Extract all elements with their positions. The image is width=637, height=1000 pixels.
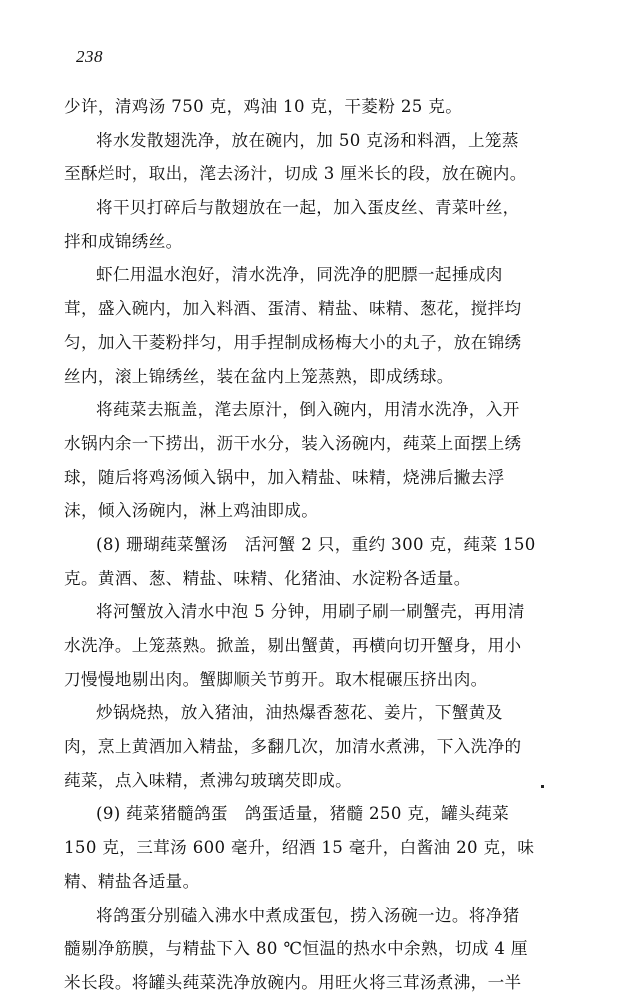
text-line: 沫，倾入汤碗内，淋上鸡油即成。 — [64, 501, 319, 521]
text-line: 球，随后将鸡汤倾入锅中，加入精盐、味精，烧沸后撇去浮 — [64, 467, 505, 487]
text-line: 将鸽蛋分别磕入沸水中煮成蛋包，捞入汤碗一边。将净猪 — [96, 905, 520, 925]
text-line: 匀，加入干菱粉拌匀，用手捏制成杨梅大小的丸子，放在锦绣 — [64, 332, 522, 352]
text-line: 米长段。将罐头莼菜洗净放碗内。用旺火将三茸汤煮沸，一半 — [64, 972, 522, 992]
body-text — [64, 90, 564, 1000]
text-line: 肉，烹上黄酒加入精盐，多翻几次，加清水煮沸，下入洗净的 — [64, 737, 522, 757]
text-line: (8) 珊瑚莼菜蟹汤 活河蟹 2 只，重约 300 克，莼菜 150 — [96, 534, 536, 554]
text-line: 拌和成锦绣丝。 — [64, 231, 183, 251]
text-line: 克。黄酒、葱、精盐、味精、化猪油、水淀粉各适量。 — [64, 568, 471, 588]
text-line: 莼菜，点入味精，煮沸勾玻璃芡即成。 — [64, 770, 353, 790]
text-line: 水锅内余一下捞出，沥干水分，装入汤碗内，莼菜上面摆上绣 — [64, 433, 522, 453]
text-line: 丝内，滚上锦绣丝，装在盆内上笼蒸熟，即成绣球。 — [64, 366, 454, 386]
text-line: 精、精盐各适量。 — [64, 871, 200, 891]
text-line: 水洗净。上笼蒸熟。掀盖，剔出蟹黄，再横向切开蟹身，用小 — [64, 636, 522, 655]
text-line: 茸，盛入碗内，加入料酒、蛋清、精盐、味精、葱花，搅拌均 — [64, 299, 522, 319]
text-line: 少许，清鸡汤 750 克，鸡油 10 克，干菱粉 25 克。 — [64, 97, 463, 116]
text-line: 炒锅烧热，放入猪油，油热爆香葱花、姜片，下蟹黄及 — [96, 703, 503, 723]
page-number: 238 — [76, 47, 103, 66]
text-line: 髓剔净筋膜，与精盐下入 80 ℃恒温的热水中余熟，切成 4 厘 — [64, 939, 528, 959]
text-line: 将莼菜去瓶盖，滗去原汁，倒入碗内，用清水洗净，入开 — [96, 400, 520, 420]
text-line: 虾仁用温水泡好，清水洗净，同洗净的肥膘一起捶成肉 — [96, 265, 503, 285]
text-line: 150 克，三茸汤 600 毫升，绍酒 15 毫升，白酱油 20 克，味 — [64, 838, 535, 858]
text-line: 将水发散翅洗净，放在碗内，加 50 克汤和料酒，上笼蒸 — [96, 130, 519, 150]
text-line: 将河蟹放入清水中泡 5 分钟，用刷子刷一刷蟹壳，再用清 — [96, 602, 525, 622]
text-line: (9) 莼菜猪髓鸽蛋 鸽蛋适量，猪髓 250 克，罐头莼菜 — [96, 804, 510, 824]
stray-mark — [541, 785, 544, 788]
text-line: 至酥烂时，取出，滗去汤汁，切成 3 厘米长的段，放在碗内。 — [64, 164, 527, 184]
text-line: 将干贝打碎后与散翅放在一起，加入蛋皮丝、青菜叶丝， — [96, 198, 520, 218]
text-line: 刀慢慢地剔出肉。蟹脚顺关节剪开。取木棍碾压挤出肉。 — [64, 669, 488, 689]
